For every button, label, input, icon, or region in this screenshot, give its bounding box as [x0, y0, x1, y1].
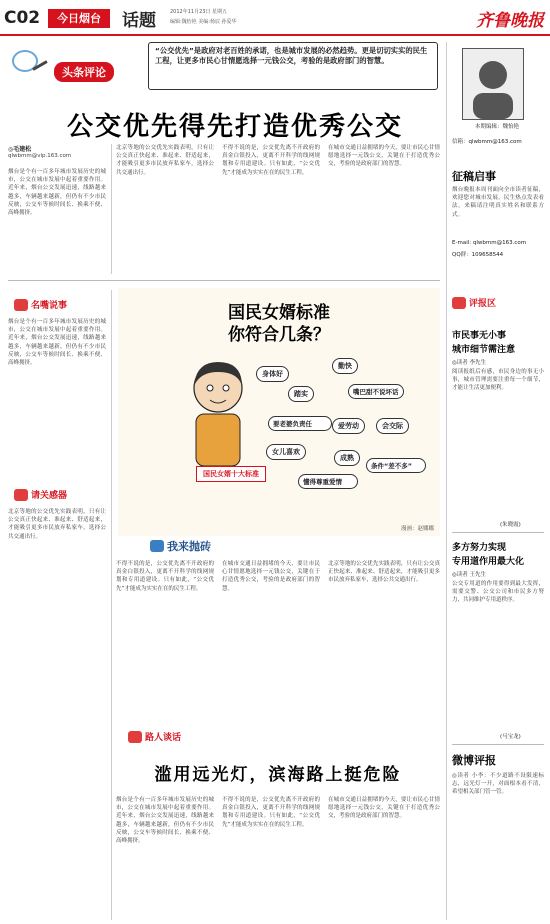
headline-comment-box: [8, 42, 440, 94]
col-divider: [111, 144, 112, 274]
article-col-3: 不得不说的是，公交优先离不开政府的真金白银投入，更离不开科学的线网规划和专用道建设。只有如此，“公交优先”才能成为实实在在的民生工程。: [222, 145, 320, 176]
label-zuiba: 嘴巴甜不说坏话: [348, 384, 404, 399]
flag-icon: [14, 489, 28, 501]
infographic-title-2: 你符合几条？: [228, 325, 330, 345]
label-zunzhong: 懂得尊重爱情: [298, 474, 358, 489]
bottom-headline: 滥用远光灯，滨海路上挺危险: [154, 765, 402, 785]
bottom-text-3: 在城市交通日益拥堵的今天，要让市民心甘情愿地选择一元钱公交，关键在于打造优秀公交，考验的是政府部门的智慧。: [328, 797, 440, 820]
masthead-rule: [0, 34, 550, 36]
sidebar-item1-src: ◎读者 李先生: [452, 360, 487, 366]
solicit-text: 烟台晚报本周刊面向全市读者征稿，欢迎您对城市发展、民生热点发表看法。来稿请注明真实姓名和联系方式。: [452, 187, 544, 218]
left-col-divider: [111, 290, 112, 920]
label-shentihao: 身体好: [256, 366, 289, 382]
cartoon-eye-left: [207, 385, 213, 391]
tag-lurenwang: [128, 730, 181, 743]
sidebar-item1-name: (朱晓霞): [500, 522, 521, 528]
section-divider: [8, 280, 440, 281]
columnist-name: ◎毛建松: [8, 146, 32, 153]
cartoon-figure: [178, 356, 258, 476]
label-fuzeren: 要老婆负责任: [268, 416, 332, 431]
headline-quote: “公交优先”是政府对老百姓的承诺，也是城市发展的必然趋势。更是切切实实的民生工程，让更多市民心甘情愿选择一元钱公交，考验的是政府部门的智慧。: [155, 46, 428, 65]
tag-wolai: [150, 538, 211, 554]
page-number: C02: [4, 8, 41, 28]
infographic-badge: 国民女婿十大标准: [196, 466, 266, 482]
sidebar-item2-name: (马宝龙): [500, 734, 521, 740]
infographic-title-1: 国民女婿标准: [228, 303, 330, 323]
bottom-text-2: 不得不说的是，公交优先离不开政府的真金白银投入，更离不开科学的线网规划和专用道建设。只有如此，“公交优先”才能成为实实在在的民生工程。: [222, 797, 320, 828]
infographic-credit: 漫画：赵娜娜: [400, 526, 434, 532]
label-jiaoji: 会交际: [376, 418, 409, 434]
sidebar-hr-1: [452, 532, 544, 533]
contact-qq: QQ群：109658544: [452, 252, 504, 258]
weibo-title: 微博评报: [452, 754, 496, 767]
article-col-1: 烟台是个有一百多年城市发展历史的城市，公交在城市发展中起着重要作用。近年来，烟台公交发展迅速，线路越来越多，车辆越来越新，但仍有不少市民反映，公交车等候时间长、换乘不便、高峰拥挤。: [8, 169, 106, 217]
sidebar-hr-2: [452, 744, 544, 745]
section-badge: 今日烟台: [48, 9, 110, 28]
tag-mingwang: [14, 298, 67, 311]
main-headline: 公交优先得先打造优秀公交: [66, 112, 403, 142]
label-qinkuai: 勤快: [332, 358, 358, 374]
infographic: [118, 288, 440, 536]
tag-wolai-label: 我来抛砖: [167, 540, 211, 553]
headline-quote-box: [148, 42, 438, 90]
article-col-2: 北京等地的公交优先实践表明，只有让公交真正快起来、准起来、舒适起来，才能吸引更多市民放弃私家车，选择公共交通出行。: [116, 145, 214, 176]
headline-label: 头条评论: [54, 62, 114, 82]
paper-logo: 齐鲁晚报: [476, 11, 544, 31]
sidebar-item2-title: 多方努力实现: [452, 543, 507, 553]
label-laodong: 爱劳动: [332, 418, 365, 434]
portrait-silhouette: [463, 49, 523, 119]
sidebar-item2-sub: 专用道作用最大化: [452, 557, 525, 567]
tag-lurenwang-label: 路人谈话: [145, 733, 182, 743]
masthead: [0, 0, 550, 34]
label-nver: 女儿喜欢: [266, 444, 306, 460]
brick-icon: [150, 540, 164, 552]
tag-pingbao: [452, 296, 496, 309]
mid-text-1: 不得不说的是，公交优先离不开政府的真金白银投入，更离不开科学的线网规划和专用道建设。只有如此，“公交优先”才能成为实实在在的民生工程。: [116, 561, 214, 592]
editor-credits: 编辑:魏怡艳 美编:杨辰 孙爱华: [170, 19, 237, 25]
email-line: 信箱：qlwbmm@163.com: [452, 139, 522, 145]
tag-pingbao-label: 评报区: [469, 299, 497, 309]
sidebar-item1-text: 阅读报纸后有感，市民身边的事无小事，城市管理需要注重每一个细节，才能让生活更加便利。: [452, 369, 544, 392]
tag-qingshu: [14, 488, 67, 501]
bottom-text-1: 烟台是个有一百多年城市发展历史的城市，公交在城市发展中起着重要作用。近年来，烟台公交发展迅速，线路越来越多，车辆越来越新，但仍有不少市民反映，公交车等候时间长、换乘不便、高峰拥挤。: [116, 797, 214, 845]
megaphone-icon: [14, 299, 28, 311]
comment-icon: [452, 297, 466, 309]
sidebar-item1-title: 市民事无小事: [452, 331, 507, 341]
sidebar-item2-text: 公交专用道的作用要得到最大发挥，需要交警、公交公司和市民多方努力，共同维护专用道秩序。: [452, 581, 544, 604]
columnist-block: [8, 144, 108, 159]
mid-text-3: 北京等地的公交优先实践表明，只有让公交真正快起来、准起来、舒适起来，才能吸引更多市民放弃私家车，选择公共交通出行。: [328, 561, 440, 584]
left-text-1: 烟台是个有一百多年城市发展历史的城市，公交在城市发展中起着重要作用。近年来，烟台公交发展迅速，线路越来越多，车辆越来越新，但仍有不少市民反映，公交车等候时间长、换乘不便、高峰拥挤。: [8, 319, 106, 367]
solicit-title: 征稿启事: [452, 170, 496, 183]
sidebar-item1-sub: 城市细节需注意: [452, 345, 516, 355]
issue-date: 2012年11月23日 星期五: [170, 9, 228, 15]
category-title: 话题: [122, 11, 156, 31]
mid-text-2: 在城市交通日益拥堵的今天，要让市民心甘情愿地选择一元钱公交，关键在于打造优秀公交，考验的是政府部门的智慧。: [222, 561, 320, 592]
author-label: 本期编辑：魏怡艳: [474, 124, 519, 130]
author-portrait: [462, 48, 524, 120]
columnist-email: qlwbmm@vip.163.com: [8, 153, 72, 159]
contact-email: E-mail: qlwbmm@163.com: [452, 240, 527, 246]
sidebar-divider: [446, 42, 447, 920]
person-icon: [128, 731, 142, 743]
label-chengshu: 成熟: [334, 450, 360, 466]
label-tiaojian: 条件“差不多”: [366, 458, 426, 473]
tag-qingshu-label: 请关感器: [31, 491, 68, 501]
cartoon-body: [196, 414, 240, 466]
label-tashi: 踏实: [288, 386, 314, 402]
article-col-4: 在城市交通日益拥堵的今天，要让市民心甘情愿地选择一元钱公交，关键在于打造优秀公交，考验的是政府部门的智慧。: [328, 145, 440, 168]
weibo-text: ◎读者 小李：不少道路不设限速标志，远光灯一开，对面根本看不清，希望相关部门管一管。: [452, 773, 544, 796]
left-text-2: 北京等地的公交优先实践表明，只有让公交真正快起来、准起来、舒适起来，才能吸引更多市民放弃私家车，选择公共交通出行。: [8, 509, 106, 540]
sidebar-item2-src: ◎读者 王先生: [452, 572, 487, 578]
tag-mingwang-label: 名嘴说事: [31, 301, 68, 311]
cartoon-eye-right: [223, 385, 229, 391]
